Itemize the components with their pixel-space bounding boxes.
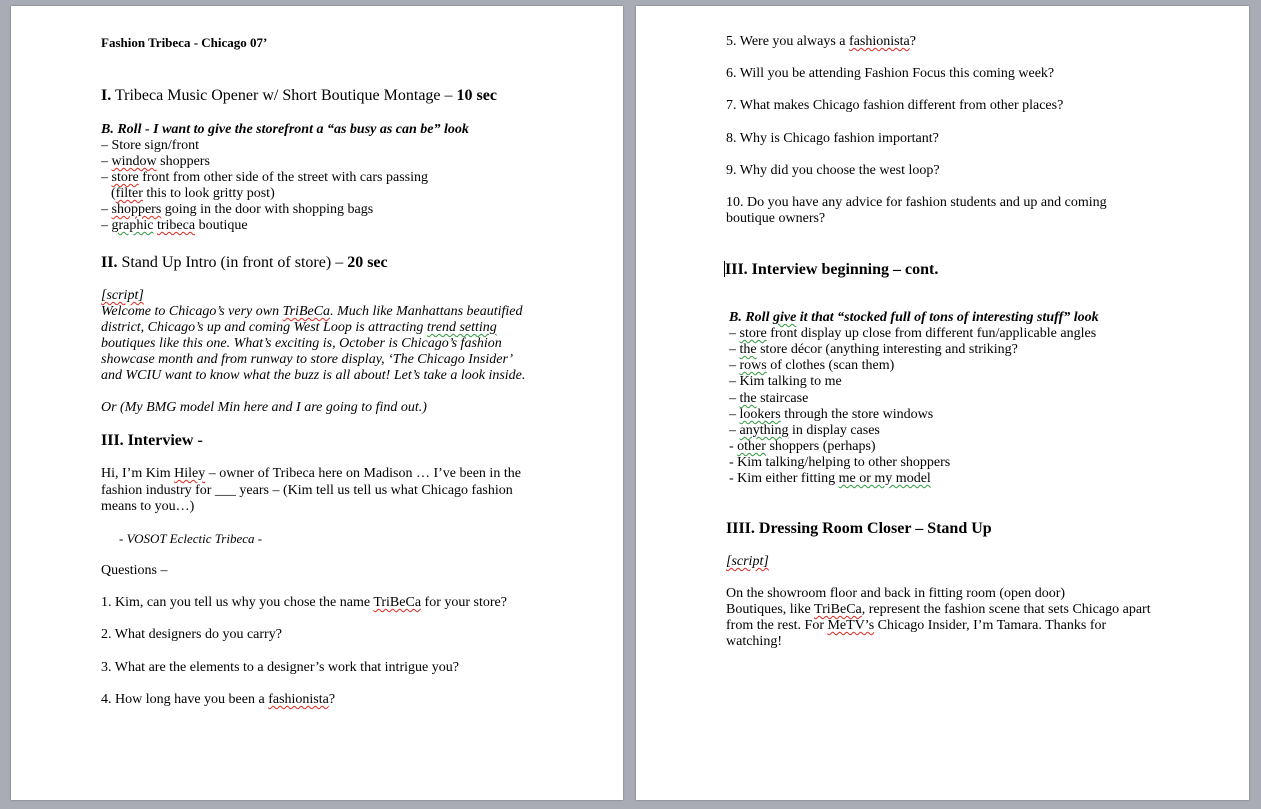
broll-line: – window shoppers [101, 154, 210, 169]
section-heading-4: IIII. Dressing Room Closer – Stand Up [726, 520, 992, 537]
question: 7. What makes Chicago fashion different from other places? [726, 98, 1064, 113]
questions-label: Questions – [101, 563, 168, 578]
broll-line: – graphic tribeca boutique [101, 218, 248, 233]
question: 4. How long have you been a fashionista? [101, 692, 336, 707]
broll-line: - Kim either fitting me or my model [729, 471, 931, 486]
broll-line: – Store sign/front [101, 138, 199, 153]
question: 9. Why did you choose the west loop? [726, 163, 940, 178]
document-page-2 [636, 6, 1249, 800]
section-heading-1: I. Tribeca Music Opener w/ Short Boutique Montage – 10 sec [101, 87, 497, 104]
section-heading-2: II. Stand Up Intro (in front of store) – 20 sec [101, 254, 388, 271]
broll-line: - other shoppers (perhaps) [729, 439, 876, 454]
script-line: Or (My BMG model Min here and I are going to find out.) [101, 400, 427, 415]
broll-line: – store front display up close from different fun/applicable angles [729, 326, 1097, 341]
question: 5. Were you always a fashionista? [726, 34, 916, 49]
intro-line: Hi, I’m Kim Hiley – owner of Tribeca here on Madison … I’ve been in the [101, 466, 521, 481]
intro-line: fashion industry for ___ years – (Kim tell us tell us what Chicago fashion [101, 483, 513, 498]
script-label: [script] [726, 554, 769, 569]
closer-line: from the rest. For MeTV’s Chicago Insider, I’m Tamara. Thanks for [726, 618, 1107, 633]
script-line: showcase month and from runway to store display, ‘The Chicago Insider’ [101, 352, 514, 367]
closer-line: On the showroom floor and back in fitting room (open door) [726, 586, 1066, 601]
closer-line: watching! [726, 634, 782, 649]
question: boutique owners? [726, 211, 826, 226]
document-page-1 [11, 6, 623, 800]
vosot-line: - VOSOT Eclectic Tribeca - [119, 531, 263, 546]
broll-line: – the staircase [729, 391, 809, 406]
broll-line: (filter this to look gritty post) [111, 186, 275, 201]
script-label: [script] [101, 288, 144, 303]
script-line: boutiques like this one. What’s exciting is, October is Chicago’s fashion [101, 336, 502, 351]
question: 6. Will you be attending Fashion Focus this coming week? [726, 66, 1055, 81]
broll-heading-1: B. Roll - I want to give the storefront a “as busy as can be” look [101, 122, 469, 137]
question: 1. Kim, can you tell us why you chose the name TriBeCa for your store? [101, 595, 507, 610]
broll-heading-2: B. Roll give it that “stocked full of tons of interesting stuff” look [729, 310, 1099, 325]
question: 8. Why is Chicago fashion important? [726, 131, 939, 146]
section-heading-3: III. Interview - [101, 432, 203, 449]
broll-line: – anything in display cases [729, 423, 880, 438]
broll-line: – rows of clothes (scan them) [729, 358, 895, 373]
broll-line: - Kim talking/helping to other shoppers [729, 455, 951, 470]
broll-line: – the store décor (anything interesting and striking? [729, 342, 1018, 357]
closer-line: Boutiques, like TriBeCa, represent the fashion scene that sets Chicago apart [726, 602, 1151, 617]
script-line: and WCIU want to know what the buzz is all about! Let’s take a look inside. [101, 368, 526, 383]
question: 3. What are the elements to a designer’s work that intrigue you? [101, 660, 459, 675]
document-title: Fashion Tribeca - Chicago 07’ [101, 35, 268, 50]
intro-line: means to you…) [101, 499, 195, 514]
script-line: district, Chicago’s up and coming West Loop is attracting trend setting [101, 320, 497, 335]
question: 2. What designers do you carry? [101, 627, 282, 642]
broll-line: – Kim talking to me [729, 374, 842, 389]
script-line: Welcome to Chicago’s very own TriBeCa. Much like Manhattans beautified [101, 304, 523, 319]
broll-line: – store front from other side of the street with cars passing [101, 170, 428, 185]
question: 10. Do you have any advice for fashion students and up and coming [726, 195, 1107, 210]
broll-line: – shoppers going in the door with shopping bags [101, 202, 374, 217]
broll-line: – lookers through the store windows [729, 407, 934, 422]
section-heading-3-cont: III. Interview beginning – cont. [725, 261, 939, 278]
